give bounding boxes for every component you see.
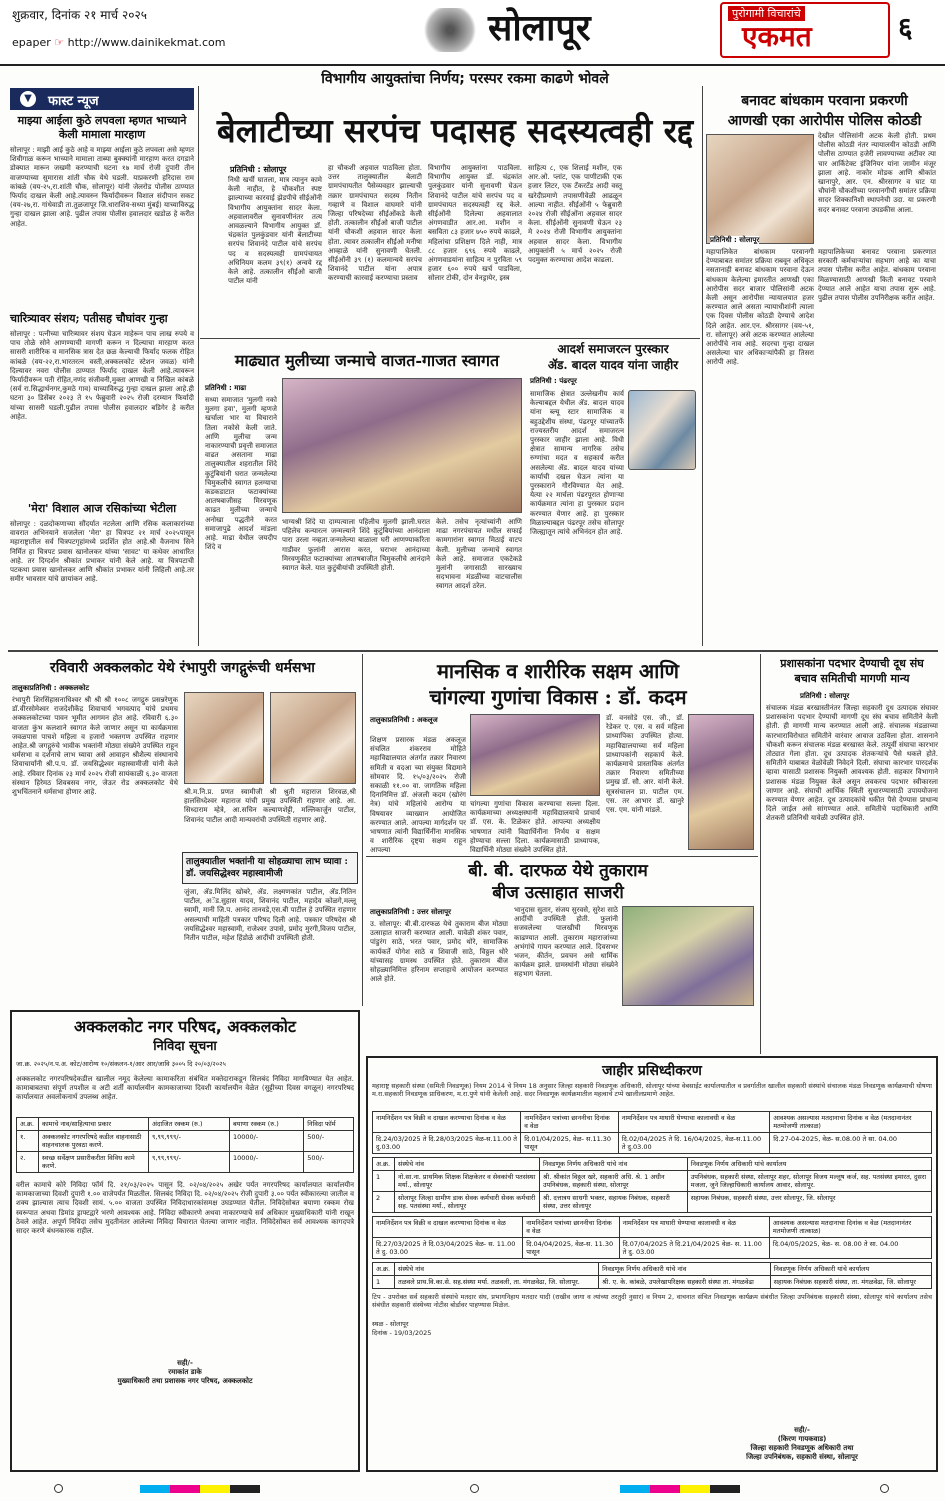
- girls-headline: माढ्यात मुलीच्या जन्माचे वाजत-गाजत स्वागत: [234, 351, 500, 370]
- tukaram-byline: तालुकाप्रतिनिधी : उत्तर सोलापूर: [370, 908, 451, 916]
- registration-mark-icon: [54, 1484, 63, 1493]
- tender-signer-title: मुख्याधिकारी तथा प्रशासक नगर परिषद, अक्कलकोट: [117, 1377, 253, 1385]
- table-header: आवश्यक असल्यास मतदानाचा दिनांक व वेळ (मतदानानंतर मतमोजणी तात्काळ): [770, 1112, 932, 1133]
- table-row: [373, 1171, 932, 1192]
- color-bar: [140, 1485, 260, 1493]
- tender-ref: जा.क्र. २०२५/न.प.अ. कोट/आरोग्य १०/संकलन-१/आर आर/जावि ३००५ दि २०/०३/२०२५: [16, 1060, 226, 1068]
- lead-col-2: हा चौकशी अहवाल पाठविला होता. उत्तर तालुक्यातील बेलाटी ग्रामपंचायतीत पैसेव्यवहार झाल्याची तक्रार ग्रामपंचायत सदस्य नितीन गव्हाणे व विशाल वाघमारे यांनी जिल्हा परिषदेच्या सीईओंकडे केली होती. तत्कालीन सीईओ बाजी पाटील यांनी चौकशी अहवाल सादर केला होता. त्यावर तत्कालीन सीईओ मनीषा आव्हाळे यांनी सुनावणी घेतली. सीईओंनी ३९ (१) कलमान्वये सरपंच शिवानंदे पाटील यांना अपात्र करण्याची कारवाई करण्याचा प्रस्ताव: [328, 164, 422, 283]
- table-cell: श्री. ए. के. कांबळे, उपलेखापरिक्षक सहकारी संस्था ता. मंगळवेढा: [599, 1276, 771, 1289]
- dharmsabha-quote-box: तालुक्यातील भक्तांनी या सोहळ्याचा लाभ घ्यावा : डॉ. जयसिद्धेश्वर महास्वामीजी: [182, 852, 358, 884]
- table-cell: दि.27-04-2025, वेळ- स.08.00 ते सा. 04.00: [770, 1133, 932, 1154]
- table-cell: सहायक निबंधक सहकारी संस्था, ता. मंगळवेढा, जि. सोलापूर: [770, 1276, 931, 1289]
- table-row: [373, 1133, 932, 1154]
- dharmsabha-body: रंभापुरी शिरसिंहासनाधिश्वर श्री श्री श्री १००८ जगद्गुरु प्रसन्नरेणुक डॉ.वीरसोमेश्वर राजदेशीकेंद्र शिवाचार्य भगवत्पाद यांचे प्रथमच अक्कलकोटच्या पावन भूमीत आगमन होत आहे. रविवारी ६.३० वाजता कुंभ कलशाने स्वागत केले जाणार असून या कार्यक्रमास जवळपास पाचशे महिला व हजारो भक्तगण उपस्थित राहणार आहेत.श्री जगद्गुरुंचे भावीक भक्तांनी मोठ्या संख्येने उपस्थित राहून धर्मसभा व दर्शनाचे लाभ घ्यावा असे आवाहन श्रीशैल्य संस्थानाचे शिवाचार्यांनी श्री.प.प. डॉ. जयसिद्धेश्वर महास्वामीजी यांनी केले आहे. रविवार दिनांक २३ मार्च २०२५ रोजी सायंकाळी ६.३० वाजता संस्थान हिरेमठ शिवबसव नगर, जेऊर रोड अक्कलकोट येथे शुभचिंतनाने धर्मसभा होणार आहे.: [12, 696, 178, 797]
- tender-notice: [10, 1010, 360, 1472]
- girls-col-2: भाग्यश्री शिंदे या दाम्पत्याला पहिलीच मुलगी झाली.घरात पहिलेच कन्यारत्न जन्मल्याने शिंदे कुटुंबियांच्या आनंदाला पारा उरला नव्हता.जन्मलेल्या बाळाला घरी आणण्याकरिता गाडीवर फुलांनी आरास करत, घराभर आनंदाच्या मिरवणुकीत फटाक्यांच्या आतषबाजीत चिमुकलीचे आनंदाने स्वागत केले. यात कुटुंबीयांची उपस्थिती होती.: [282, 518, 430, 573]
- city-emblem-icon: [420, 8, 480, 52]
- election-sign: सही/-: [794, 1426, 810, 1434]
- election-title: जाहीर प्रसिध्दीकरण: [602, 1063, 702, 1079]
- page-number: ६: [898, 11, 913, 44]
- table-header: बयाणा रक्कम (रु.): [229, 1118, 303, 1131]
- table-cell: अक्कलकोट नगरपरिषदे कडील वाहनासाठी वाहनचालक पुरवठा करणे.: [39, 1131, 149, 1152]
- table-cell: ९,९९,९९९/-: [149, 1131, 230, 1152]
- table-header: अ.क्र.: [17, 1118, 39, 1131]
- masthead-logo: एकमत: [742, 20, 812, 53]
- milk-headline: प्रशासकांना पदभार देण्याची दूध संघ: [780, 657, 924, 670]
- header-date: शुक्रवार, दिनांक २१ मार्च २०२५: [12, 8, 147, 22]
- kadam-col-2: चांगल्या गुणांचा विकास करण्याचा सल्ला दिला. कार्यक्रमाच्या अध्यक्षस्थानी महाविद्यालयाचे प्राचार्य डॉ. एस. के. टिळेकर होते. आपल्या अध्यक्षीय भाषणात त्यांनी विद्यार्थिनींना निर्भय व सक्षम होण्याचा सल्ला दिला. कार्यक्रमासाठी प्राध्यापक, विद्यार्थिनी मोठ्या संख्येने उपस्थित होते.: [470, 800, 600, 855]
- tukaram-headline: बी. बी. दारफळ येथे तुकाराम: [468, 861, 648, 881]
- table-row: [373, 1192, 932, 1213]
- kadam-byline: तालुकाप्रतिनिधी : अकलूज: [370, 716, 438, 724]
- table-cell: 500/-: [304, 1131, 354, 1152]
- table-row: [373, 1238, 932, 1259]
- table-header-row: [373, 1263, 932, 1276]
- pointer-icon: ☞: [54, 36, 65, 49]
- milk-headline-box: [764, 656, 940, 690]
- table-header: नामनिर्देशन पत्र विक्री व दाखल करण्याचा दिनांक व वेळ: [373, 1112, 521, 1133]
- girls-col-1: सध्या समाजात 'मुलगी नको मुलगा हवा', मुलगी म्हणजे खर्चाला भार या विचाराने तिला नकोसे केली जाते. आणि मुलीचा जन्म नाकारण्याची प्रवृत्ती समाजात वाढत असताना माढा तालुक्यातील शहरातील शिंदे कुटुंबियांनी घरात जन्मलेल्या चिमुकलीचे स्वागत हलग्याचा कडकडाटात फटाक्यांच्या आतषबाजीसह मिरवणूक काढत मुलीच्या जन्माचे अनोखा पद्धतीने करत समाजापुढे आदर्श मांडला आहे. माढा येथील जयदीप शिंदे व: [205, 396, 277, 552]
- table-cell: दि.04/04/2025, वेळ-स. 11.30 पासून: [523, 1238, 619, 1259]
- lead-col-1: निधी खर्ची घातला, मात्र त्यानुन कामे केली नाहीत, हे चौकशीत स्पष्ट झाल्याच्या कारवाई झेडपीचे सीईओंनी विभागीय आयुक्तांना सादर केला. अहवालावरील सुनावणीनंतर तत्य आवळल्याने विभागीय आयुक्त डॉ. चंद्रकांत पुलकुंडवार यांनी बेलाटीच्या सरपंच शिवानंदे पाटील यांचे सरपंच पद व सदस्यत्वही ग्रामपंचायत अधिनियम कलम ३९(१) अन्वये रद्द केले आहे. तत्कालीन सीईओ बाजी पाटील यांनी: [228, 176, 322, 286]
- election-society-table-1: [372, 1157, 932, 1213]
- award-headline: आदर्श समाजरत्न पुरस्कार: [557, 342, 669, 356]
- election-signature: [692, 1426, 912, 1462]
- lawyer-portrait: [628, 390, 696, 470]
- tukaram-col-1: उ. सोलापूर: बी.बी.दारफळ येथे तुकाराम बीज मोठ्या उत्साहात साजरी करण्यात आली. यावेळी शंकर पवार, पांडुरंग साठे, भरत पवार, प्रमोद थोरे, सामाजिक कार्यकर्ते योगेश साठे व शिवाजी साठे, विठ्ठल थोरे यांच्यासह ग्रामस्थ उपस्थित होते. तुकाराम बीज सोहळ्यानिमित्त हरिनाम सप्ताहाचे आयोजन करण्यात आले होते.: [370, 920, 508, 984]
- table-header: नामनिर्देशन पत्र माघारी घेण्याचा कालावधी व वेळ: [619, 1217, 769, 1238]
- table-header: नामनिर्देशन पत्र माघारी घेण्याचा कालावधी व वेळ: [618, 1112, 769, 1133]
- kadam-headline: मानसिक व शारीरिक सक्षम आणि: [436, 659, 680, 683]
- election-signer: (किरण गायकवाड): [777, 1435, 827, 1443]
- tender-table: [16, 1117, 354, 1173]
- milk-byline: प्रतिनिधी : सोलापूर: [800, 692, 850, 700]
- event-photo: [470, 714, 600, 796]
- column-divider: [198, 86, 199, 646]
- election-place: स्थळ - सोलापूर: [372, 1320, 409, 1328]
- news-headline: चारित्र्यावर संशय; पतीसह चौघांवर गुन्हा: [10, 312, 168, 325]
- table-header: निविदा फॉर्म: [304, 1118, 354, 1131]
- tender-sign: सही/-: [177, 1359, 193, 1367]
- fast-news-title: फास्ट न्यूज: [48, 94, 99, 109]
- table-cell: 10000/-: [229, 1152, 303, 1173]
- swami-photo-2: [270, 692, 356, 784]
- lead-byline: प्रतिनिधी : सोलापूर: [230, 165, 287, 174]
- table-cell: स्वच्छ सर्वेक्षण प्रसारीकरीता विविध कामे करणे.: [39, 1152, 149, 1173]
- table-cell: सोलापूर जिल्हा ग्रामीण डाक सेवक कर्मचारी सेवक कर्मचारी सह. पतसंस्था मर्या., सोलापूर: [395, 1192, 540, 1213]
- police-col-left: महापालिकेत बांधकाम परवानगी देण्याबाबत समांतर प्रक्रिया राबवून अधिकृत नसतानाही बनावट बांधकाम परवाना देऊन बांधकाम केलेल्या इमारतीत आणखी एका आरोपीस सदर बाजार पोलिसांनी अटक केली असून आरोपीस न्यायालयात हजर करण्यात आले असता न्यायाधीशांनी त्याला एक दिवस पोलीस कोठडी देण्याचे आदेश दिले आहेत. आर.एन. श्रीरसागर (वय-५१, रा. सोलापूर) असे अटक करण्यात आलेल्या आरोपींचे नाव आहे. सदरचा गुन्हा दाखल असलेल्या चार अधिकाऱ्यांपैकी हा तिसरा आरोपी आहे.: [706, 248, 814, 367]
- police-byline: प्रतिनिधी : सोलापूर: [710, 236, 760, 244]
- tender-signer: रमाकांत डाके: [168, 1368, 202, 1376]
- news-body: सोलापूर : माझी आई कुठे आहे व माझ्या आईला कुठे लपवला असे म्हणत शिवीगाळ करून भाच्याने मामाला ताब्या बुक्क्यांनी मारहाण करत दगडाने डोक्यात मारून जखमी करण्याची घटना १७ मार्च रोजी दुपारी तीन वाजण्याच्या सुमारास शांती चौक येथे घडली. याप्रकरणी हरिदास राम कांबळे (वय-२५,रा.शांती चौक, सोलापूर) यांनी जेलरोड पोलीस ठाण्यात फिर्याद दाखल केली आहे.त्यावरुन फिर्यादीवरून विशाल संदीपान सकट (वय-२७,रा. गांधेवाडी ता.तुळजापूर जि.धाराशिव-सध्या मुंबई) याच्याविरुद्ध गुन्हा दाखल झाला आहे. पुढील तपास पोलीस हवालदार खडोळ हे करीत आहेत.: [10, 146, 194, 228]
- table-cell: दि.01/04/2025, वेळ- स.11.30 पासून: [521, 1133, 619, 1154]
- table-cell: 1: [373, 1171, 395, 1192]
- table-cell: दि.27/03/2025 ते दि.03/04/2025 वेळ- स. 11.00 ते दु. 03.00: [373, 1238, 523, 1259]
- police-col-right-2: महापालिकेच्या बनावट परवाना प्रकरणात सरकारी कर्मचाऱ्यांचा सहभाग आहे का याचा तपास पोलीस करीत आहेत. बांधकाम परवाना मिळण्यासाठी आणखी किती बनावट परवाने देण्यात आले आहेत याचा तपास सुरू आहे. पुढील तपास पोलीस उपनिरीक्षक करीत आहेत.: [818, 248, 936, 303]
- festival-photo: [622, 906, 754, 1006]
- table-cell: तळवले प्राथ.वि.का.से. सह.संस्था मर्या. तळवली, ता. मंगळवेढा, जि. सोलापूर.: [395, 1276, 599, 1289]
- table-row: [373, 1276, 932, 1289]
- dharmsabha-headline: रविवारी अक्कलकोट येथे रंभापुरी जगद्गुरूंची धर्मसभा: [50, 660, 315, 676]
- table-row: [17, 1131, 354, 1152]
- city-title: सोलापूर: [488, 8, 591, 49]
- table-cell: 500/-: [304, 1152, 354, 1173]
- election-intro: महाराष्ट्र सहकारी संस्था (समिती निवडणूक) नियम 2014 चे नियम 18 अनुसार जिल्हा सहकारी निवडणूक अधिकारी, सोलापूर यांच्या वेबसाईट कार्यालयातील व प्रवर्गातील खालील सहकारी संस्थांचे संचालक मंडळ निवडणूक कार्यक्रमाची घोषणा म.रा.सहकारी निवडणूक प्राधिकरण, म.रा.पुणे यांनी केलेली आहे. सदर निवडणूक कार्यक्रमातील महत्वाचे टप्पे खालीलप्रमाणे आहेत.: [372, 1082, 932, 1098]
- table-header: संस्थेचे नांव: [395, 1263, 599, 1276]
- table-header: संस्थेचे नांव: [395, 1158, 540, 1171]
- table-header: कामाचे नाव/साहित्याचा प्रकार: [39, 1118, 149, 1131]
- chevron-down-icon: ▼: [20, 91, 36, 107]
- table-header: नामनिर्देशन पत्रांच्या छाननीचा दिनांक व वेळ: [521, 1112, 619, 1133]
- election-date: दिनांक - 19/03/2025: [372, 1329, 432, 1337]
- color-bar: [620, 1485, 740, 1493]
- dharmsabha-body-2: श्री.म.नि.प्र. प्रणत स्वामीजी श्री श्रुती महाराज शिरवळ,श्री हालसिध्देश्वर महाराज यांची प्रमुख उपस्थिती राहणार आहे. आ. सिध्दाराम म्हेत्रे, आ.सचिन कल्याणशेट्टी, मल्लिकार्जुन पाटील, शिवानंद पाटील आदी मान्यवरांची उपस्थिती राहणार आहे.: [184, 788, 356, 824]
- section-divider: [366, 856, 758, 857]
- police-headline: बनावट बांधकाम परवाना प्रकरणी: [741, 93, 908, 109]
- family-photo: [282, 378, 522, 513]
- lead-col-3: विभागीय आयुक्तांना पाठविला. विभागीय आयुक्त डॉ. चंद्रकांत पुलकुंडवार यांनी सुनावणी घेऊन शिवानंदे पाटील यांचे सरपंच पद व ग्रामपंचायत सदस्यत्वही रद्द केले. सीईओंनी दिलेल्या अहवालात अंगणवाडीत आर.आ. मशीन न बसविता ८३ हजार ७५० रुपये काढले, महिलांचा प्रशिक्षण दिले नाही, मात्र ८८ हजार ६९६ रुपये काढले, अंगणवाडयांना साहित्य न पुरविता ५९ हजार ६०० रुपये खर्च पाडविला, सोलार टोकी, दोन वेनड्रायेर, इस्त्र: [428, 164, 522, 283]
- section-divider: [8, 650, 938, 652]
- table-header: अंदाजित रक्कम (रु.): [149, 1118, 230, 1131]
- election-signer-title: जिल्हा सहकारी निवडणूक अधिकारी तथा: [750, 1444, 854, 1452]
- header-bar: [0, 0, 945, 66]
- fast-news-column: [10, 88, 194, 646]
- epaper-link[interactable]: epaper ☞ http://www.dainikekmat.com: [12, 36, 226, 49]
- table-row: [17, 1152, 354, 1173]
- registration-mark-icon: [470, 1484, 479, 1493]
- table-cell: दि.04/05/2025, वेळ- स. 08.00 ते सा. 04.00: [769, 1238, 931, 1259]
- police-col-right: देखील पोलिसांनी अटक केली होती. प्रथम पोलीस कोठडी नंतर न्यायालयीन कोठडी आणि पोलीस ठाण्यात हजेरी लावण्याच्या अटीवर त्या चार आर्किटेक्ट इंजिनियर यांना जामीन मंजूर झाला आहे. नाकोर मोडक आणि श्रीकांत खानापुरे, आर. एन. श्रीरसागर व घाट या चौघांनी चौकशीच्या परवानगीची समांतर प्रक्रिया सादर शिक्कानिशी स्थापनेची उदा. या प्रकरणी सदर बनावट परवाना उघडकीस आला.: [818, 132, 936, 214]
- table-cell: उपनिबंधक, सहकारी संस्था, सोलापूर शहर, सोलापूर विजय मल्लूष कर्ज, सह. पतसंस्था इमारत, दुसरा मजला, जुने जिल्हाधिकारी कार्यालय आवार, सोलापूर.: [687, 1171, 931, 1192]
- table-cell: १.: [17, 1131, 39, 1152]
- award-byline: प्रतिनिधी : पंढरपूर: [530, 377, 577, 385]
- election-signer-title-2: जिल्हा उपनिबंधक, सहकारी संस्था, सोलापूर: [746, 1453, 858, 1461]
- table-cell: सहायक निबंधक, सहकारी संस्था, उत्तर सोलापूर, जि. सोलापूर: [687, 1192, 931, 1213]
- masthead-tagline: पुरोगामी विचारांचे: [728, 6, 805, 21]
- kadam-col-3: डॉ. वनसोडे एस. जी., डॉ. रेडेकर ए. एस. व सर्व महिला प्राध्यापिका उपस्थित होत्या. महाविद्यालयाच्या सर्व महिला प्राध्यापकांनी सहकार्य केले. कार्यक्रमाचे प्रास्ताविक अंतर्गत तक्रार निवारण समितीच्या प्रमुख डॉ. सौ. आर. यांनी केले. सूत्रसंचालन प्रा. पाटील एम. एस. तर आभार डॉ. खानुरे एस. एम. यांनी मांडले.: [606, 714, 684, 815]
- election-note: टिप - उपरोक्त सर्व सहकारी संस्थांचे मतदार संघ, प्रभागनिहाय मतदार यादी (राखीव जागा व त्यांच्या तरतुदी नुसार) व नियम 2, वाचनात संचित निवडणूक कार्यक्रम संबंधीत जिल्हा उपनिबंधक सहकारी संस्था, सोलापूर यांचे कार्यालय तसेच संबंधीत सहकारी संस्थेच्या नोटीस बोर्डावर पाहण्यास मिळेल.: [372, 1293, 932, 1309]
- column-divider: [362, 654, 363, 1006]
- swami-photo-1: [184, 692, 264, 784]
- table-cell: 2: [373, 1192, 395, 1213]
- table-header: आवश्यक असल्यास मतदानाचा दिनांक व वेळ (मतदानानंतर मतमोजणी तात्काळ): [769, 1217, 931, 1238]
- registration-mark-icon: [880, 1484, 889, 1493]
- table-cell: दि.07/04/2025 ते दि.21/04/2025 वेळ- स. 11.00 ते दु. 03.00: [619, 1238, 769, 1259]
- lead-col-4: साहित्य ८, एक शिलाई मशीन, एक आर.ओ. प्लांट, एक पाणीटाकी एक हजार लिटर, एक टॅंकरटॅंड आदी वस्तू खरेदीप्रमाणे तपासणीवेळी आढळून आल्या नाहीत. सीईओंनी ५ फेब्रुवारी २०२४ रोजी सीईओंना अहवाल सादर केला. सीईओंनी सुनावणी घेऊन २३ मे २०२४ रोजी विभागीय आयुक्तांना अहवाल सादर केला. विभागीय आयुक्तांनी ५ मार्च २०२५ रोजी पदमुक्त करण्याचा आदेश काढला.: [528, 164, 622, 265]
- column-divider: [760, 654, 761, 1054]
- award-headline-2: ॲड. बादल यादव यांना जाहीर: [547, 358, 679, 372]
- lead-kicker: विभागीय आयुक्तांचा निर्णय; परस्पर रकमा काढणे भोवले: [321, 71, 609, 87]
- table-header-row: [373, 1217, 932, 1238]
- lead-headline: बेलाटीच्या सरपंच पदासह सदस्यत्वही रद्द: [216, 111, 694, 150]
- staff-photo: [688, 714, 754, 850]
- masthead-box: [720, 2, 890, 58]
- table-header-row: [17, 1118, 354, 1131]
- table-header: नामनिर्देशन पत्रांच्या छाननीचा दिनांक व वेळ: [523, 1217, 619, 1238]
- table-header: अ.क्र.: [373, 1158, 395, 1171]
- dharmsabha-byline: तालुकाप्रतिनिधी : अक्कलकोट: [12, 684, 90, 692]
- tender-body: वरील कामाचे कोरे निविदा फॉर्म दि. २१/०३/२०२५ पासून दि. ०२/०४/२०२५ अखेर पर्यंत नगरपरिषद कार्यालयात कार्यालयीन कामकाजाच्या दिवशी दुपारी १.०० वाजेपर्यंत मिळतील. सिलबंद निविदा दि. ०२/०४/२०२५ रोजी दुपारी ३.०० पर्यंत स्वीकारल्या जातील व शक्य झाल्यास त्याच दिवशी सायं. ५.०० वाजता उपस्थित निविदाधारकांसमक्ष उघडण्यात येतील. निविदेसोबत बयाणा रक्कम रोख स्वरूपात अथवा डिमांड ड्राफ्टद्वारे भरणे आवश्यक आहे. निविदा स्वीकारणे अथवा नाकारण्याचे सर्व अधिकार मुख्याधिकारी यांनी राखून ठेवले आहेत. अपूर्ण निविदा तसेच मुदतीनंतर आलेल्या निविदा विचारात घेतल्या जाणार नाहीत. निविदेसोबत सर्व आवश्यक कागदपत्रे सादर करणे बंधनकारक राहील.: [16, 1181, 354, 1236]
- table-header: निवडणूक निर्णय अधिकारी यांचे नांव: [539, 1158, 687, 1171]
- news-body: सोलापूर : पत्नीच्या चारित्र्यावर संशय घेऊन माहेरून पाच लाख रुपये व पाच तोळे सोने आणण्याची मागणी करून न दिल्याचा मारहाण करत सासरी शारीरिक व मानसिक त्रास देत छळ केल्याची फिर्याद फलक रोहित कांबळे (वय-२२,रा.भारतरत्न वस्ती,अक्कलकोट स्टेशन जवळ) यांनी दिल्यावर नवरा पोलीस ठाण्यात फिर्याद दाखल केली आहे.त्यावरून फिर्यादीवरून पती रोहित,नणंद संजीवनी,मुक्ता आणखी व निखिल कांबळे (सर्व रा.सिद्धार्थनगर,कुमठे गाव) याच्याविरुद्ध गुन्हा दाखल झाला आहे.ही घटना ३० डिसेंबर २०२३ ते १५ फेब्रुवारी २०२५ रोजी दरम्यान फिर्यादी यांच्या सासरी घडली.पुढील तपास पोलीस हवालदार बडिगेर हे करीत आहेत.: [10, 330, 194, 421]
- news-headline: 'मेरा' विशाल आज रसिकांच्या भेटीला: [27, 502, 177, 515]
- election-notice: [366, 1056, 938, 1472]
- table-header: अ.क्र.: [373, 1263, 395, 1276]
- table-cell: 1: [373, 1276, 395, 1289]
- award-body: सामाजिक क्षेत्रात उल्लेखनीय कार्य केल्याबद्दल येथील ॲड. बादल यादव यांना ब्ल्यू स्टार सामाजिक व बहुउद्देशीय संस्था, पंढरपूर यांच्यातर्फे राज्यस्तरीय आदर्श समाजरत्न पुरस्कार जाहीर झाला आहे. विधी क्षेत्रात सामान्य नागरिक तसेच रुग्णांचा मदत व सहकार्य करीत असलेल्या ॲड. बादल यादव यांच्या कार्याची दखल घेऊन त्यांना या पुरस्काराने गौरविण्यात येत आहे. येत्या २२ मार्चला पंढरपूरात होणाऱ्या कार्यक्रमात त्यांना हा पुरस्कार प्रदान करण्यात येणार आहे. हा पुरस्कार मिळाल्याबद्दल पंढरपूर तसेच सोलापूर जिल्ह्यातून त्यांचे अभिनंदन होत आहे.: [530, 390, 624, 537]
- tukaram-headline-2: बीज उत्साहात साजरी: [492, 883, 624, 903]
- tender-title: अक्कलकोट नगर परिषद, अक्कलकोट: [74, 1017, 296, 1036]
- tender-subtitle: निविदा सूचना: [153, 1039, 217, 1054]
- tender-intro: अक्कलकोट नगरपरिषदेकडील खालील नमूद केलेल्या कामाकरिता संबंधित मक्तेदाराकडून सिलबंद निविदा मागविण्यात येत आहेत. कामाबाबतचा संपूर्ण तपशील व अटी शर्ती कार्यालयीन कामकाजाच्या दिवशी कार्यालयीन वेळेत (सुट्टीच्या दिवस वगळून) नगरपरिषद कार्यालयात अवलोकनार्थ उपलब्ध आहेत.: [16, 1075, 354, 1102]
- kadam-col-1: शिक्षण प्रसारक मंडळ अकलूज संचलित शंकरराव मोहिते महाविद्यालयात अंतर्गत तक्रार निवारण समिती व वदआ च्या संयुक्त विद्यमाने सोमवार दि. १५/०३/२०२५ रोजी सकाळी ११.०० वा. जागतिक महिला दिनानिमित्त डॉ. अंजली कदम (खोरंग नेत्र) यांचे महिलांचे आरोग्य या विषयावर व्याख्यान आयोजित करण्यात आले. आपल्या मार्गदर्शन पर भाषणात त्यांनी विद्यार्थिनींना मानसिक व शारीरिक दृष्ट्या सक्षम राहून आपल्या: [370, 736, 466, 855]
- table-cell: नो.सा.ना. प्राथमिक शिक्षक शिक्षकेतर व सेवकांची पतसंस्था मर्या., सोलापूर: [395, 1171, 540, 1192]
- table-header-row: [373, 1112, 932, 1133]
- table-cell: दि.02/04/2025 ते दि. 16/04/2025, वेळ-स.11.00 ते दु.03.00: [618, 1133, 769, 1154]
- table-cell: २.: [17, 1152, 39, 1173]
- table-header: निवडणूक निर्णय अधिकारी यांचे नांव: [599, 1263, 771, 1276]
- news-body: सोलापूर : दळदोकणाच्या सौंदर्यात नटलेला आणि रसिक कलाकारांच्या वावरात अभिनयाने सजलेला 'मेरा' हा चित्रपट २१ मार्च २०२५पासून महाराष्ट्रातील सर्व चित्रपटगृहांमध्ये प्रदर्शित होत आहे.श्री वैजनाथ सिने निर्मित हा चित्रपट प्रवास खानोलकर यांच्या 'सावट' या कथेवर आधारित आहे. तर दिग्दर्शन श्रीकांत प्रभाकर यांनी केले आहे. या चित्रपटाची पटकथा प्रवास खानोलकर आणि श्रीकांत प्रभाकर यांनी लिहिली आहे.तर समीर भावसार यांचे छायांकन आहे.: [10, 520, 194, 584]
- dharmsabha-body-3: जुंजा, ॲड.मिलिंद खोबरे, ॲड. लक्ष्मणकांत पाटील, ॲड.नितिन पाटील, अॅड.सुहास यादव, शिवानंद पाटील, महादेव कोळगे,मल्लू स्वामी, मानी जि.प. आनंद तानवडे,एस.बी पाटील हे उपस्थित राहणार असल्याची माहिती पत्रकार परिषद दिली आहे. पत्रकार परिषदेस श्री जयसिद्धेश्वर महास्वामी, राजेश्वर उपासे, प्रमोद मुरगी,विजय पाटील, नितीन पाटील, महेश हिंडोळे आदींची उपस्थिती होती.: [184, 888, 356, 943]
- table-header: निवडणूक निर्णय अधिकारी यांचे कार्यालय: [687, 1158, 931, 1171]
- girls-col-3: केले. तसेच नृत्यांच्यांनी आणि माढा नगरपंचायत मधील सफाई कामगारांना स्वागत मिठाई वाटप केली. मुलीच्या जन्माचे स्वागत केले आहे. समाजात एकटेकडे मुलांनी जगासाठी सारख्याच सदभावना मंडळींच्या वाटचालीस स्वागत आदर्श ठरेल.: [436, 518, 522, 591]
- girls-byline: प्रतिनिधी : माढा: [205, 384, 247, 392]
- table-header-row: [373, 1158, 932, 1171]
- section-divider: [200, 338, 700, 339]
- table-header: नामनिर्देशन पत्र विक्री व दाखल करण्याचा दिनांक व वेळ: [373, 1217, 523, 1238]
- election-schedule-table-2: [372, 1216, 932, 1259]
- election-society-table-2: [372, 1262, 932, 1289]
- election-schedule-table-1: [372, 1111, 932, 1154]
- table-cell: दि.24/03/2025 ते दि.28/03/2025 वेळ-स.11.00 ते दु.03.00: [373, 1133, 521, 1154]
- milk-body: संचालक मंडळ बरखास्तीनंतर जिल्हा सहकारी दूध उत्पादक संघावर प्रशासकांना पदभार देण्याची मागणी दूध संघ बचाव समितीने केली होती. ही मागणी मान्य करण्यात आली आहे. संचालक मंडळाच्या कारभाराविरोधात समितीने वारंवार आवाज उठविला होता. शासनाने चौकशी करून संचालक मंडळ बरखास्त केले. तत्पूर्वी संघाचा कारभार तोट्यात गेला होता. दूध उत्पादक शेतकऱ्यांचे पैसे थकले होते. समितीने याबाबत वेळोवेळी निवेदने दिली. संघाचा कारभार पारदर्शक व्हावा यासाठी प्रशासक नियुक्ती आवश्यक होती. सहकार विभागाने प्रशासक मंडळ नियुक्त केले असून लवकरच पदभार स्वीकारला जाणार आहे. संघाची आर्थिक स्थिती सुधारण्यासाठी उपाययोजना करण्यात येणार आहेत. दूध उत्पादकांचे थकीत पैसे देण्यास प्राधान्य दिले जाईल असे सांगण्यात आले. समितीचे पदाधिकारी आणि शेतकरी प्रतिनिधी यावेळी उपस्थित होते.: [766, 704, 938, 823]
- building-photo: [706, 134, 814, 244]
- news-headline: माझ्या आईला कुठे लपवला म्हणत भाच्याने केली मामाला मारहाण: [17, 114, 187, 141]
- table-cell: श्री. श्रीकांत विठ्ठल खरे, सहकारी अधि. श्रे. 1 अधीन उपनिबंधक, सहकारी संस्था, सोलापूर: [539, 1171, 687, 1192]
- milk-headline-2: बचाव समितीची मागणी मान्य: [794, 672, 910, 685]
- police-headline-2: आणखी एका आरोपीस पोलिस कोठडी: [727, 113, 922, 129]
- column-divider: [702, 86, 703, 646]
- kadam-headline-2: चांगल्या गुणांचा विकास : डॉ. कदम: [429, 685, 687, 709]
- fast-news-header: [10, 88, 194, 110]
- tukaram-col-2: भानुदास सुतार, संजय सुरवसे, सुरेश साठे आदींची उपस्थिती होती. फुलांनी सजवलेल्या पालखीची मिरवणूक काढण्यात आली. तुकाराम महाराजांच्या अभंगांचे गायन करण्यात आले. दिवसभर भजन, कीर्तन, प्रवचन असे धार्मिक कार्यक्रम झाले. ग्रामस्थांनी मोठ्या संख्येने सहभाग घेतला.: [514, 906, 618, 979]
- table-cell: 10000/-: [229, 1131, 303, 1152]
- table-cell: ९,९९,९९९/-: [149, 1152, 230, 1173]
- table-header: निवडणूक निर्णय अधिकारी यांचे कार्यालय: [770, 1263, 931, 1276]
- table-cell: श्री. दत्तात्रय साधगी भक्तर, सहायक निबंधक, सहकारी संस्था, उत्तर सोलापूर: [539, 1192, 687, 1213]
